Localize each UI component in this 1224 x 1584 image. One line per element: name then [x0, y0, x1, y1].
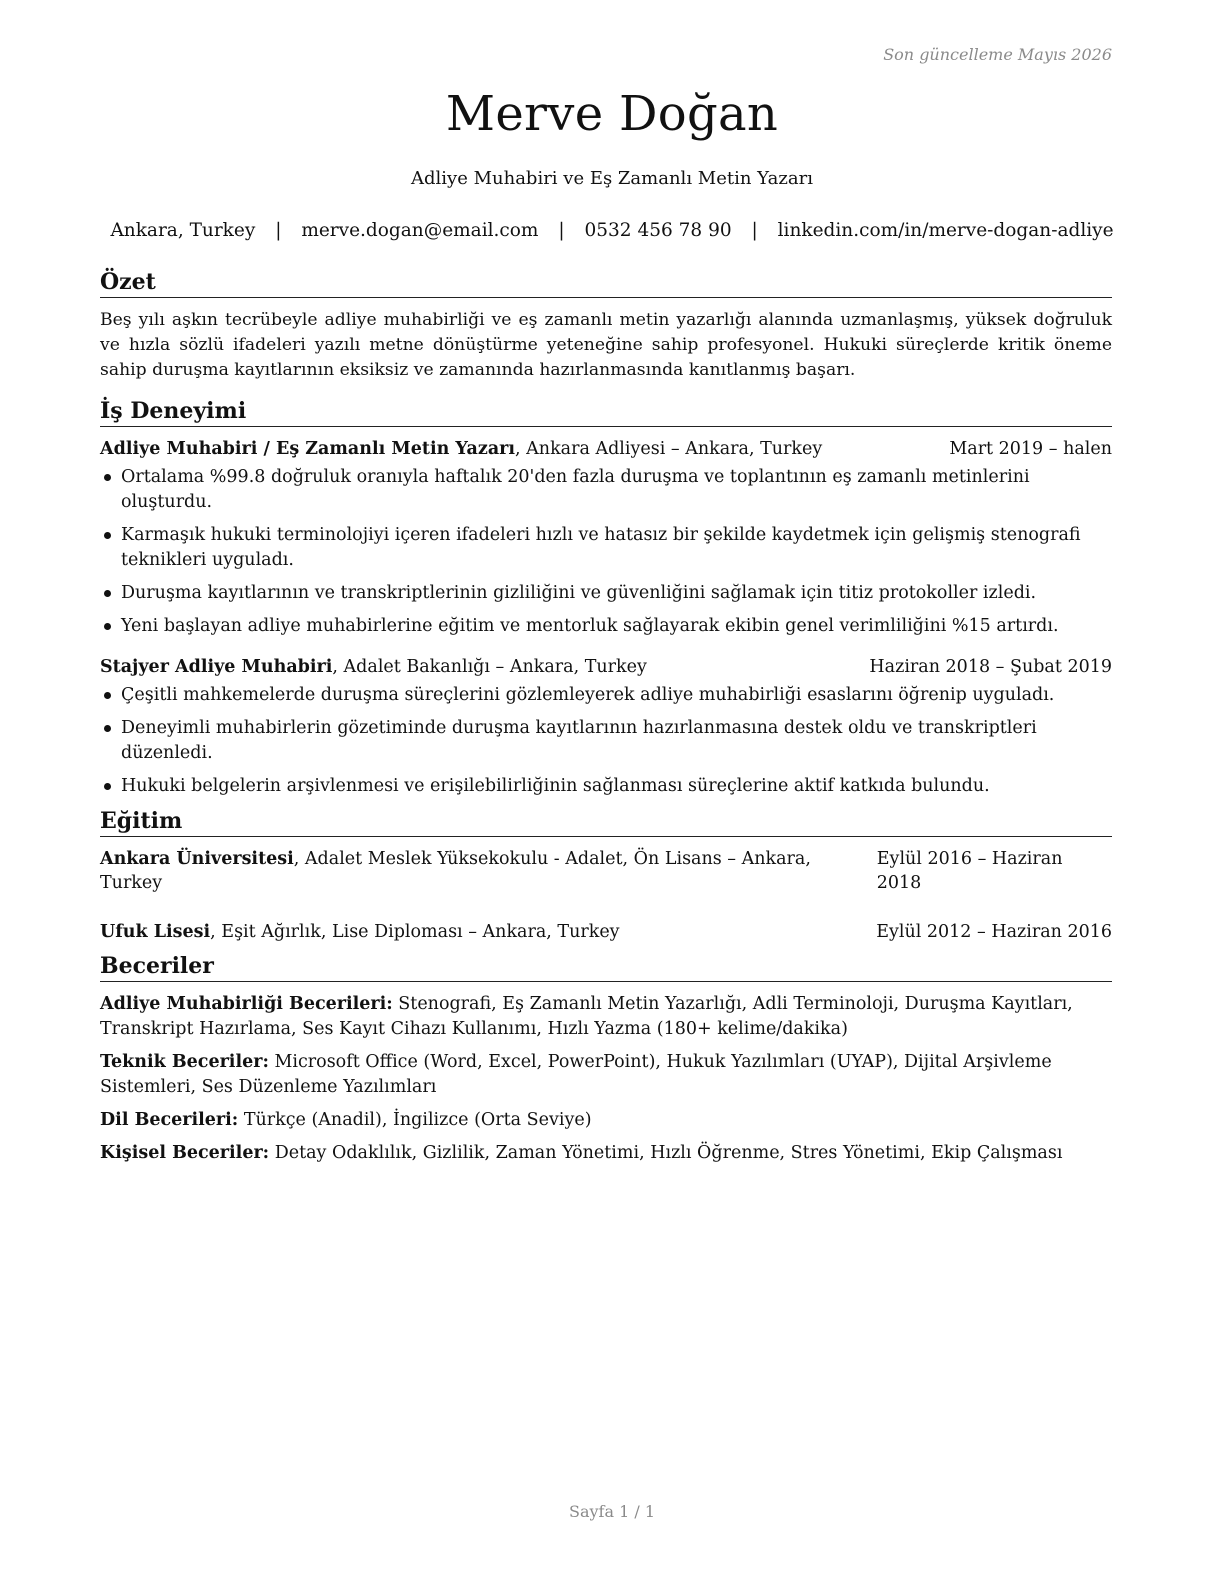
skill-text: Stenografi, Eş Zamanlı Metin Yazarlığı, Adli Terminoloji, Duruşma Kayıtları, Transkript Hazırlama, Ses Kayıt Cihazı Kullanımı, Hızlı Yazma (180+ kelime/dakika)	[100, 994, 1073, 1039]
job-title-line	[100, 655, 647, 679]
job-entry	[100, 437, 1112, 639]
job-role: Adliye Muhabiri / Eş Zamanlı Metin Yazarı	[100, 439, 516, 459]
job-role: Stajyer Adliye Muhabiri	[100, 657, 333, 677]
education-school: Ufuk Lisesi	[100, 922, 211, 942]
job-bullets	[100, 465, 1112, 639]
skill-group	[100, 1108, 1112, 1133]
job-bullets	[100, 683, 1112, 799]
skill-label: Kişisel Beceriler:	[100, 1143, 270, 1163]
contact-email[interactable]: merve.dogan@email.com	[301, 220, 539, 241]
job-org: , Ankara Adliyesi – Ankara, Turkey	[515, 439, 823, 459]
section-title-education: Eğitim	[100, 807, 1112, 837]
list-item: Deneyimli muhabirlerin gözetiminde duruşma kayıtlarının hazırlanmasına destek oldu ve transkriptleri düzenledi.	[100, 716, 1112, 766]
list-item: Duruşma kayıtlarının ve transkriptlerinin gizliliğini ve güvenliğini sağlamak için titiz protokoller izledi.	[100, 581, 1112, 606]
job-header	[100, 655, 1112, 679]
candidate-headline: Adliye Muhabiri ve Eş Zamanlı Metin Yazarı	[411, 168, 813, 189]
section-title-experience: İş Deneyimi	[100, 397, 1112, 427]
job-entry	[100, 655, 1112, 799]
education-entry	[100, 920, 1112, 944]
contact-linkedin[interactable]: linkedin.com/in/merve-dogan-adliye	[777, 220, 1114, 241]
skill-label: Dil Becerileri:	[100, 1110, 239, 1130]
job-header	[100, 437, 1112, 461]
page-number: Sayfa 1 / 1	[568, 1502, 655, 1521]
contact-separator: |	[751, 220, 758, 241]
skill-group	[100, 1050, 1112, 1100]
job-title-line	[100, 437, 822, 461]
contact-separator: |	[558, 220, 565, 241]
list-item: Ortalama %99.8 doğruluk oranıyla haftalık 20'den fazla duruşma ve toplantının eş zamanlı metinlerini oluşturdu.	[100, 465, 1112, 515]
section-title-skills: Beceriler	[100, 952, 1112, 982]
education-dates: Eylül 2012 – Haziran 2016	[876, 922, 1112, 942]
skill-group	[100, 1141, 1112, 1166]
last-updated-note: Son güncelleme Mayıs 2026	[883, 45, 1112, 64]
job-dates: Haziran 2018 – Şubat 2019	[869, 657, 1112, 677]
resume-content	[100, 268, 1112, 1174]
skill-label: Teknik Beceriler:	[100, 1052, 269, 1072]
skill-label: Adliye Muhabirliği Becerileri:	[100, 994, 393, 1014]
contact-location: Ankara, Turkey	[110, 220, 256, 241]
summary-text: Beş yılı aşkın tecrübeyle adliye muhabirliği ve eş zamanlı metin yazarlığı alanında uzmanlaşmış, yüksek doğruluk ve hızla sözlü ifadeleri yazılı metne dönüştürme yeteneğine sahip profesyonel. Hukuki süreçlerde kritik öneme sahip duruşma kayıtlarının eksiksiz ve zamanında hazırlanmasında kanıtlanmış başarı.	[100, 310, 1112, 380]
skill-text: Microsoft Office (Word, Excel, PowerPoint), Hukuk Yazılımları (UYAP), Dijital Arşivleme Sistemleri, Ses Düzenleme Yazılımları	[100, 1052, 1052, 1097]
education-line	[100, 847, 877, 895]
contact-phone: 0532 456 78 90	[584, 220, 732, 241]
list-item: Karmaşık hukuki terminolojiyi içeren ifadeleri hızlı ve hatasız bir şekilde kaydetmek için gelişmiş stenografi teknikleri uyguladı.	[100, 523, 1112, 573]
list-item: Çeşitli mahkemelerde duruşma süreçlerini gözlemleyerek adliye muhabirliği esaslarını öğrenip uyguladı.	[100, 683, 1112, 708]
candidate-name: Merve Doğan	[445, 86, 779, 142]
education-detail: , Adalet Meslek Yüksekokulu - Adalet, Ön Lisans – Ankara, Turkey	[100, 849, 811, 893]
skill-text: Detay Odaklılık, Gizlilik, Zaman Yönetimi, Hızlı Öğrenme, Stres Yönetimi, Ekip Çalışması	[269, 1143, 1063, 1163]
education-dates: Eylül 2016 – Haziran 2018	[876, 849, 1063, 893]
education-school: Ankara Üniversitesi	[100, 849, 294, 869]
skill-group	[100, 992, 1112, 1042]
list-item: Hukuki belgelerin arşivlenmesi ve erişilebilirliğinin sağlanması süreçlerine aktif katkıda bulundu.	[100, 774, 1112, 799]
contact-separator: |	[275, 220, 282, 241]
section-title-summary: Özet	[100, 268, 1112, 298]
education-detail: , Eşit Ağırlık, Lise Diploması – Ankara, Turkey	[210, 922, 620, 942]
list-item: Yeni başlayan adliye muhabirlerine eğitim ve mentorluk sağlayarak ekibin genel verimliliğini %15 artırdı.	[100, 614, 1112, 639]
education-line	[100, 920, 620, 944]
education-entry	[100, 847, 1112, 895]
job-dates: Mart 2019 – halen	[949, 439, 1112, 459]
contact-line	[0, 220, 1224, 241]
job-org: , Adalet Bakanlığı – Ankara, Turkey	[332, 657, 647, 677]
skill-text: Türkçe (Anadil), İngilizce (Orta Seviye)	[238, 1110, 592, 1130]
